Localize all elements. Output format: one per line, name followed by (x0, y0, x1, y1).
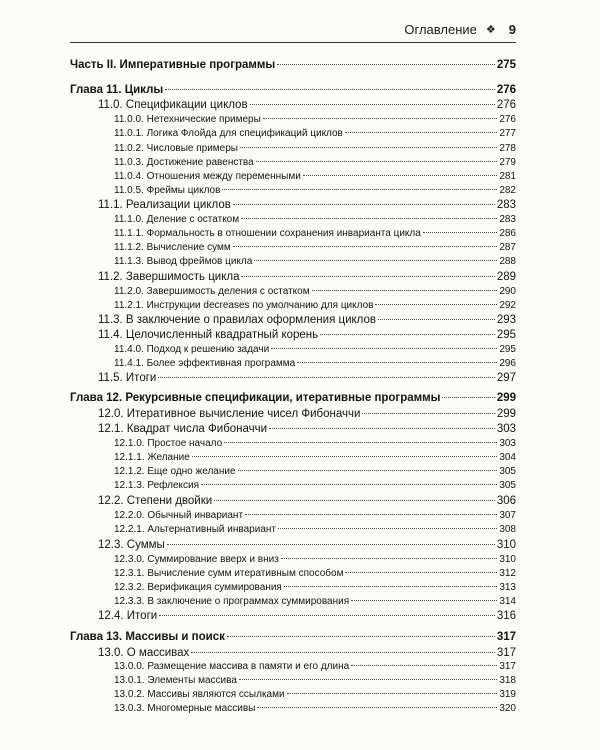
dot-leader (351, 665, 497, 666)
toc-entry-title: 13.0.1. Элементы массива (114, 675, 237, 686)
toc-entry (114, 451, 516, 465)
toc-entry-page: 303 (499, 438, 516, 449)
dot-leader (250, 104, 495, 105)
toc-entry (114, 674, 516, 688)
dot-leader (256, 161, 498, 162)
toc-entry-title: 11.0.2. Числовые примеры (114, 143, 238, 154)
dot-leader (287, 693, 498, 694)
toc-entry-page: 310 (496, 539, 516, 551)
toc-entry-title: Часть II. Императивные программы (70, 59, 276, 71)
dot-leader (201, 484, 497, 485)
toc-entry-title: 11.2.0. Завершимость деления с остатком (114, 286, 310, 297)
toc-entry-title: 12.1.2. Еще одно желание (114, 466, 236, 477)
toc-entry (114, 299, 516, 313)
toc-entry-title: 13.0.0. Размещение массива в памяти и его длина (114, 661, 350, 672)
toc-entry-page: 303 (496, 423, 516, 435)
toc-entry (114, 688, 516, 702)
toc-entry-title: 12.1.0. Простое начало (114, 438, 223, 449)
toc-entry-title: 12.4. Итоги (98, 610, 158, 622)
toc-entry (70, 58, 516, 72)
toc-entry-title: 11.0.4. Отношения между переменными (114, 171, 301, 182)
toc-entry-title: 11.0.1. Логика Флойда для спецификаций циклов (114, 128, 343, 139)
toc-entry-page: 292 (499, 300, 516, 311)
diamond-ornament-icon: ❖ (485, 24, 496, 36)
toc-entry-page: 317 (499, 661, 516, 672)
dot-leader (241, 276, 494, 277)
dot-leader (239, 679, 497, 680)
toc-entry (114, 227, 516, 241)
dot-leader (224, 442, 497, 443)
toc-entry-title: 11.2. Завершимость цикла (98, 271, 240, 283)
toc-entry-title: 12.3.2. Верификация суммирования (114, 582, 282, 593)
dot-leader (240, 147, 497, 148)
toc-entry-title: 12.3.1. Вычисление сумм итеративным способом (114, 568, 344, 579)
dot-leader (257, 707, 497, 708)
dot-leader (277, 64, 495, 65)
toc-entry (70, 630, 516, 644)
dot-leader (191, 652, 495, 653)
toc-entry-title: 11.0.3. Достижение равенства (114, 157, 254, 168)
toc-entry-page: 282 (499, 185, 516, 196)
dot-leader (269, 428, 495, 429)
toc-entry (114, 184, 516, 198)
toc-entry-title: 13.0.2. Массивы являются ссылками (114, 689, 285, 700)
dot-leader (167, 544, 495, 545)
dot-leader (263, 118, 498, 119)
dot-leader (281, 558, 498, 559)
dot-leader (165, 89, 495, 90)
toc-entry-title: 11.5. Итоги (98, 372, 157, 384)
toc-entry (114, 479, 516, 493)
toc-entry (114, 156, 516, 170)
running-header-title: Оглавление (404, 22, 477, 37)
toc-entry-title: 11.1.1. Формальность в отношении сохранения инварианта цикла (114, 228, 421, 239)
toc-entry-page: 297 (496, 372, 516, 384)
dot-leader (245, 514, 497, 515)
toc-entry-page: 295 (499, 344, 516, 355)
dot-leader (312, 290, 498, 291)
dot-leader (241, 218, 497, 219)
toc-entry (98, 609, 516, 623)
dot-leader (345, 132, 497, 133)
toc-entry (114, 343, 516, 357)
toc-entry (114, 255, 516, 269)
toc-entry-title: 11.0.0. Нетехнические примеры (114, 114, 261, 125)
toc-entry-page: 278 (499, 143, 516, 154)
toc-entry-page: 299 (496, 392, 516, 404)
toc-entry-title: 11.0. Спецификации циклов (98, 99, 248, 111)
dot-leader (238, 470, 498, 471)
toc-entry-title: 12.1.3. Рефлексия (114, 480, 200, 491)
toc-entry-title: Глава 11. Циклы (70, 84, 164, 96)
toc-entry-page: 304 (499, 452, 516, 463)
toc-entry-page: 296 (499, 358, 516, 369)
dot-leader (284, 586, 497, 587)
toc-entry (114, 127, 516, 141)
toc-entry (98, 422, 516, 436)
toc-entry-page: 288 (499, 256, 516, 267)
toc-entry (114, 581, 516, 595)
toc-entry-title: 11.4.0. Подход к решению задачи (114, 344, 270, 355)
toc-entry-title: 12.3.0. Суммирование вверх и вниз (114, 554, 279, 565)
toc-entry-title: 11.1.0. Деление с остатком (114, 214, 240, 225)
toc-entry (114, 170, 516, 184)
toc-entry-page: 314 (499, 596, 516, 607)
toc-entry-title: 12.2.0. Обычный инвариант (114, 510, 244, 521)
toc-entry-page: 287 (499, 242, 516, 253)
dot-leader (303, 175, 498, 176)
toc-entry-page: 283 (499, 214, 516, 225)
dot-leader (320, 334, 495, 335)
toc-entry (114, 465, 516, 479)
toc-entry (114, 702, 516, 716)
dot-leader (271, 348, 497, 349)
toc-entry-title: 11.4.1. Более эффективная программа (114, 358, 296, 369)
dot-leader (233, 204, 495, 205)
dot-leader (351, 600, 497, 601)
toc-entry-page: 320 (499, 703, 516, 714)
dot-leader (297, 362, 497, 363)
dot-leader (254, 260, 497, 261)
toc-entry (114, 142, 516, 156)
toc-entry-title: 12.1. Квадрат числа Фибоначчи (98, 423, 268, 435)
toc-entry-title: Глава 13. Массивы и поиск (70, 631, 225, 643)
toc-entry-page: 317 (496, 647, 516, 659)
toc-entry-page: 305 (499, 480, 516, 491)
toc-entry (114, 437, 516, 451)
toc-entry-page: 276 (496, 99, 516, 111)
toc-entry-title: 12.0. Итеративное вычисление чисел Фибоначчи (98, 408, 361, 420)
toc-entry (114, 213, 516, 227)
toc-entry-page: 275 (496, 59, 516, 71)
dot-leader (345, 572, 497, 573)
toc-entry-page: 313 (499, 582, 516, 593)
dot-leader (442, 397, 494, 398)
toc-entry-page: 317 (496, 631, 516, 643)
toc-entry-page: 276 (499, 114, 516, 125)
toc-entry-title: 12.1.1. Желание (114, 452, 190, 463)
dot-leader (192, 456, 498, 457)
toc-entry-title: 12.2. Степени двойки (98, 495, 213, 507)
toc-entry-page: 283 (496, 199, 516, 211)
toc-entry (70, 83, 516, 97)
toc-entry-page: 286 (499, 228, 516, 239)
toc-entry-page: 295 (496, 329, 516, 341)
page-number: 9 (508, 22, 516, 37)
toc-entry (114, 113, 516, 127)
toc-entry (114, 567, 516, 581)
toc-entry-title: 12.2.1. Альтернативный инвариант (114, 524, 276, 535)
toc-entry-page: 319 (499, 689, 516, 700)
toc-entry-title: 11.0.5. Фреймы циклов (114, 185, 221, 196)
toc-entry-title: 11.2.1. Инструкции decreases по умолчанию для циклов (114, 300, 374, 311)
dot-leader (159, 615, 495, 616)
toc-entry-title: 12.3.3. В заключение о программах суммирования (114, 596, 350, 607)
toc-entry (114, 523, 516, 537)
toc-entry-page: 276 (496, 84, 516, 96)
toc-entry (98, 646, 516, 660)
toc-entry (114, 553, 516, 567)
toc-entry-title: 11.1.3. Вывод фреймов цикла (114, 256, 253, 267)
toc-entry-page: 312 (499, 568, 516, 579)
toc-entry (114, 241, 516, 255)
dot-leader (233, 246, 498, 247)
toc-entry (114, 357, 516, 371)
toc-entry (114, 595, 516, 609)
toc-entry-page: 289 (496, 271, 516, 283)
toc-entry-page: 306 (496, 495, 516, 507)
toc-entry (98, 98, 516, 112)
toc-entry (98, 538, 516, 552)
toc-entry-page: 293 (496, 314, 516, 326)
toc-entry (98, 198, 516, 212)
toc-entry (70, 391, 516, 405)
toc-entry-title: 13.0.3. Многомерные массивы (114, 703, 256, 714)
toc-entry-title: 11.1. Реализации циклов (98, 199, 231, 211)
toc-entry-title: 13.0. О массивах (98, 647, 190, 659)
dot-leader (423, 232, 498, 233)
toc-entry (114, 285, 516, 299)
toc-entry (98, 270, 516, 284)
toc-entry-page: 277 (499, 128, 516, 139)
toc-entry-page: 299 (496, 408, 516, 420)
toc-entry-title: 11.1.2. Вычисление сумм (114, 242, 231, 253)
dot-leader (278, 528, 497, 529)
dot-leader (378, 319, 495, 320)
toc-entry-title: Глава 12. Рекурсивные спецификации, итеративные программы (70, 392, 441, 404)
toc-entry (98, 371, 516, 385)
toc-entry-title: 11.3. В заключение о правилах оформления циклов (98, 314, 377, 326)
toc-entry-page: 310 (499, 554, 516, 565)
toc-entry (98, 313, 516, 327)
toc-entry-page: 281 (499, 171, 516, 182)
toc-entry (98, 494, 516, 508)
toc-entry (98, 328, 516, 342)
toc-entry-page: 307 (499, 510, 516, 521)
dot-leader (362, 413, 494, 414)
toc-entry-page: 305 (499, 466, 516, 477)
toc-entry (98, 407, 516, 421)
toc-entry-page: 279 (499, 157, 516, 168)
toc-entry-page: 308 (499, 524, 516, 535)
toc-entry-page: 318 (499, 675, 516, 686)
dot-leader (375, 304, 497, 305)
dot-leader (222, 189, 497, 190)
dot-leader (227, 636, 495, 637)
toc-entry-title: 12.3. Суммы (98, 539, 165, 551)
toc-entry-title: 11.4. Целочисленный квадратный корень (98, 329, 319, 341)
toc-entry (114, 660, 516, 674)
dot-leader (214, 500, 495, 501)
toc-entry-page: 290 (499, 286, 516, 297)
toc-entry (114, 509, 516, 523)
dot-leader (158, 377, 494, 378)
toc-entry-page: 316 (496, 610, 516, 622)
